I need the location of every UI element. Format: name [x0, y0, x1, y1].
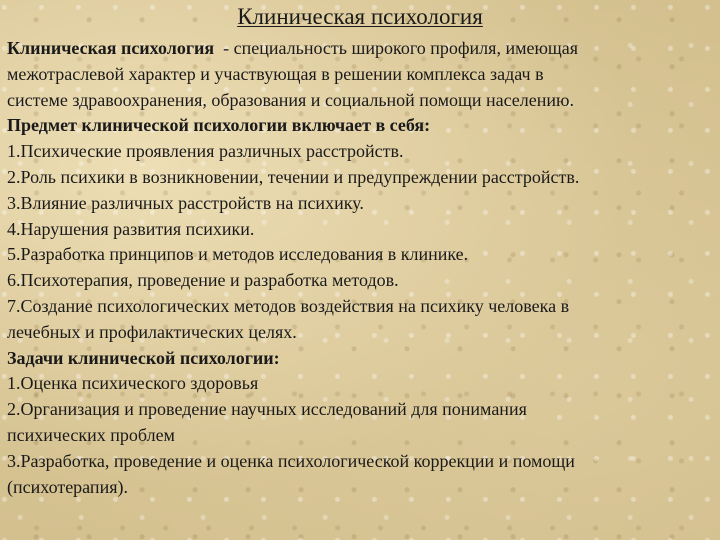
task-item-2-cont: психических проблем: [7, 424, 175, 445]
subject-item-3: 3.Влияние различных расстройств на психику.: [7, 192, 364, 213]
subject-item-7-cont: лечебных и профилактических целях.: [7, 321, 297, 342]
subject-item-6: 6.Психотерапия, проведение и разработка методов.: [7, 270, 399, 291]
subject-item-5: 5.Разработка принципов и методов исследования в клинике.: [7, 244, 469, 265]
task-item-3-cont: (психотерапия).: [7, 476, 128, 497]
intro-term: Клиническая психология: [7, 38, 215, 58]
subject-item-1: 1.Психические проявления различных расстройств.: [7, 141, 404, 162]
intro-definition-start: - специальность широкого профиля, имеющая: [214, 38, 579, 58]
slide-body: [7, 36, 717, 500]
intro-line-2: межотраслевой характер и участвующая в решении комплекса задач в: [7, 63, 544, 84]
task-item-1: 1.Оценка психического здоровья: [7, 373, 259, 394]
subject-item-4: 4.Нарушения развития психики.: [7, 218, 255, 239]
slide-title: Клиническая психология: [237, 4, 483, 29]
subject-heading: Предмет клинической психологии включает в себя:: [7, 115, 431, 136]
task-item-3: 3.Разработка, проведение и оценка психологической коррекции и помощи: [7, 450, 575, 471]
intro-line-3: системе здравоохранения, образования и социальной помощи населению.: [7, 89, 574, 110]
subject-item-2: 2.Роль психики в возникновении, течении и предупреждении расстройств.: [7, 166, 580, 187]
tasks-heading: Задачи клинической психологии:: [7, 347, 280, 368]
task-item-2: 2.Организация и проведение научных исследований для понимания: [7, 399, 527, 420]
intro-line-1: [7, 36, 717, 62]
subject-item-7: 7.Создание психологических методов воздействия на психику человека в: [7, 295, 570, 316]
